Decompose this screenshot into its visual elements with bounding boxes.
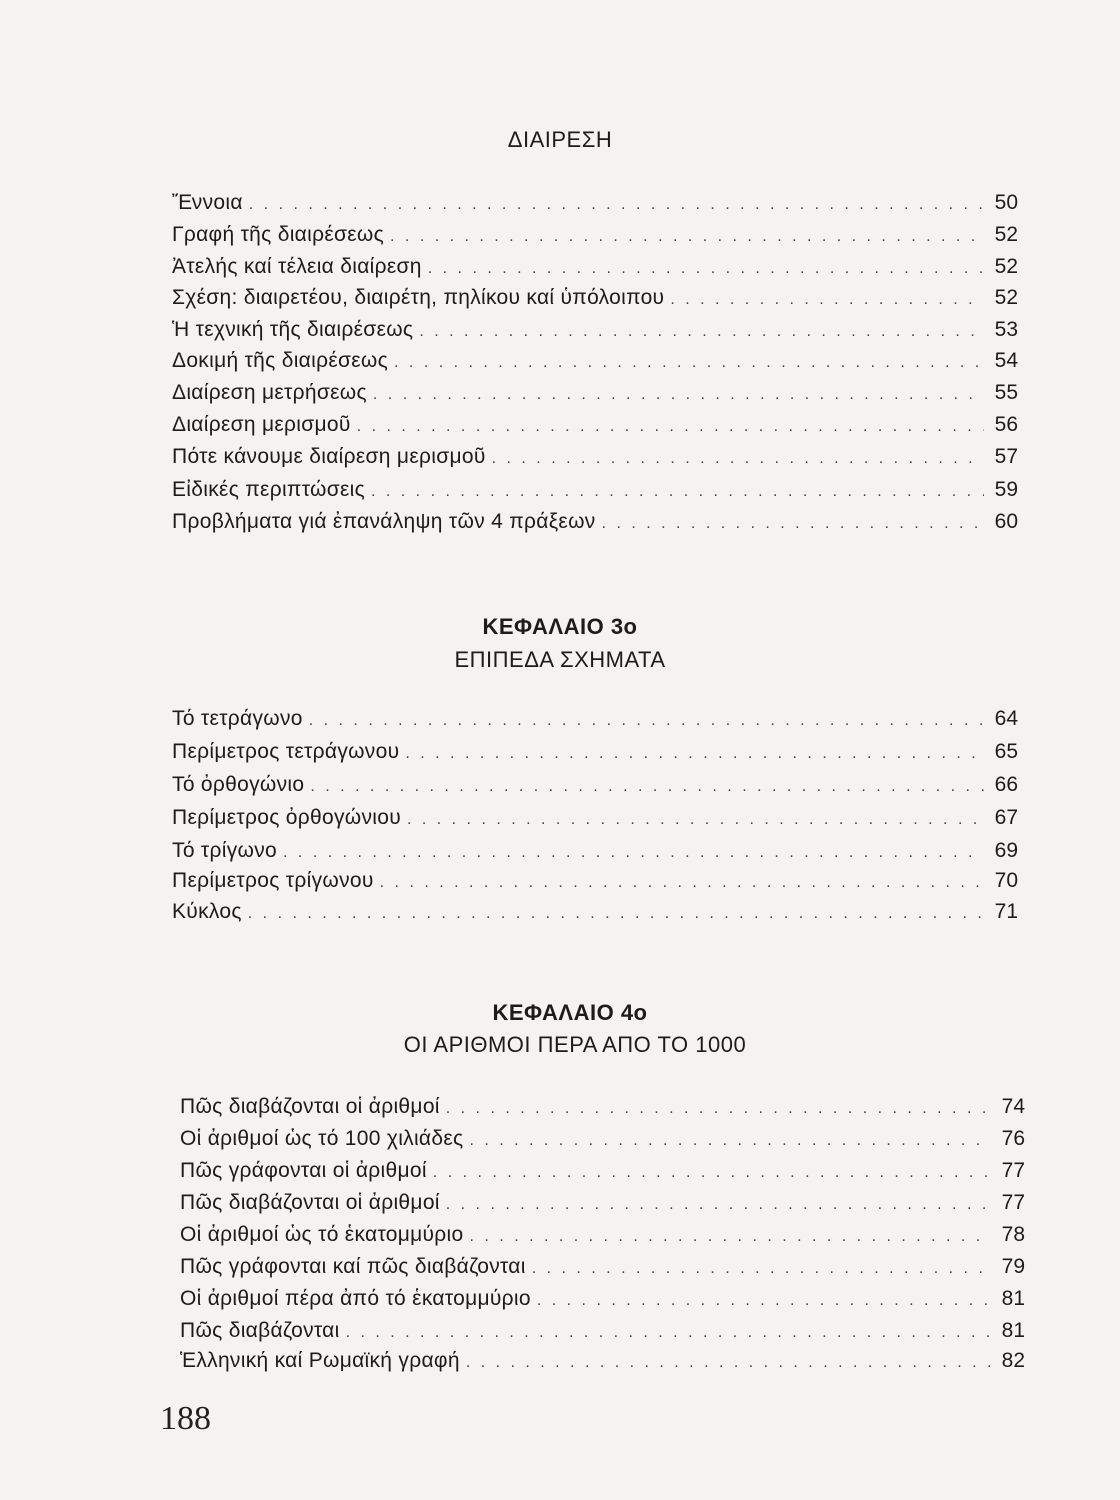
toc-entry xyxy=(180,1254,1025,1282)
toc-entry xyxy=(172,444,1018,472)
toc-entry xyxy=(172,380,1018,408)
toc-entry xyxy=(180,1094,1025,1122)
toc-entry-label: Ἑλληνική καί Ρωμαϊκή γραφή xyxy=(180,1349,460,1372)
dot-leader xyxy=(405,741,984,767)
toc-entry-label: Τό τετράγωνο xyxy=(172,707,303,730)
dot-leader xyxy=(428,256,984,282)
toc-entry-label: Πῶς διαβάζονται οἱ ἀριθμοί xyxy=(180,1095,440,1118)
toc-entry xyxy=(180,1222,1025,1250)
toc-entry-label: Ἡ τεχνική τῆς διαιρέσεως xyxy=(172,318,414,341)
toc-entry-label: Οἱ ἀριθμοί πέρα ἀπό τό ἑκατομμύριο xyxy=(180,1287,531,1310)
toc-entry xyxy=(172,222,1018,250)
toc-entry-label: Πῶς διαβάζονται οἱ ἀριθμοί xyxy=(180,1191,440,1214)
dot-leader xyxy=(466,1350,991,1376)
toc-entry-page: 60 xyxy=(994,510,1018,533)
toc-entry-label: Σχέση: διαιρετέου, διαιρέτη, πηλίκου καί ὑπόλοιπου xyxy=(172,286,665,309)
toc-entry xyxy=(180,1158,1025,1186)
toc-entry xyxy=(172,190,1018,218)
dot-leader xyxy=(248,901,984,927)
toc-entry xyxy=(180,1190,1025,1218)
dot-leader xyxy=(346,1320,991,1346)
toc-entry xyxy=(172,285,1018,313)
toc-entry-label: Πῶς γράφονται καί πῶς διαβάζονται xyxy=(180,1255,526,1278)
dot-leader xyxy=(537,1288,991,1314)
toc-entry-page: 57 xyxy=(994,445,1018,468)
toc-entry xyxy=(172,868,1018,896)
toc-entry-page: 53 xyxy=(994,318,1018,341)
dot-leader xyxy=(283,840,984,866)
toc-entry-page: 64 xyxy=(994,707,1018,730)
toc-entry-label: Τό ὀρθογώνιο xyxy=(172,773,305,796)
dot-leader xyxy=(371,479,984,505)
toc-entry xyxy=(180,1318,1025,1346)
toc-entry xyxy=(172,706,1018,734)
toc-entry-page: 77 xyxy=(1001,1191,1025,1214)
toc-entry-label: Πῶς γράφονται οἱ ἀριθμοί xyxy=(180,1159,427,1182)
toc-entry-label: Ἔννοια xyxy=(172,191,243,214)
toc-entry xyxy=(180,1348,1025,1376)
dot-leader xyxy=(310,774,984,800)
toc-entry-page: 81 xyxy=(1001,1287,1025,1310)
page-number: 188 xyxy=(160,1400,211,1437)
dot-leader xyxy=(373,382,984,408)
dot-leader xyxy=(469,1128,991,1154)
section-title-numbers-beyond-1000: ΟΙ ΑΡΙΘΜΟΙ ΠΕΡΑ ΑΠΟ ΤΟ 1000 xyxy=(403,1032,747,1057)
toc-entry-page: 52 xyxy=(994,286,1018,309)
toc-entry xyxy=(172,348,1018,376)
toc-entry-label: Γραφή τῆς διαιρέσεως xyxy=(172,223,385,246)
toc-entry-page: 71 xyxy=(994,900,1018,923)
toc-entry-page: 59 xyxy=(994,478,1018,501)
toc-entry-page: 79 xyxy=(1001,1255,1025,1278)
toc-entry xyxy=(172,254,1018,282)
toc-entry-page: 67 xyxy=(994,806,1018,829)
toc-entry xyxy=(172,772,1018,800)
dot-leader xyxy=(492,446,984,472)
dot-leader xyxy=(380,870,984,896)
toc-entry xyxy=(172,317,1018,345)
toc-entry-page: 69 xyxy=(994,839,1018,862)
toc-entry-page: 52 xyxy=(994,255,1018,278)
toc-entry-page: 74 xyxy=(1001,1095,1025,1118)
toc-entry-page: 55 xyxy=(994,381,1018,404)
toc-entry xyxy=(172,899,1018,927)
toc-entry-page: 56 xyxy=(994,413,1018,436)
toc-entry-page: 50 xyxy=(994,191,1018,214)
toc-entry-page: 65 xyxy=(994,740,1018,763)
dot-leader xyxy=(532,1256,991,1282)
toc-entry-label: Ἀτελής καί τέλεια διαίρεση xyxy=(172,255,422,278)
toc-entry-label: Οἱ ἀριθμοί ὡς τό ἑκατομμύριο xyxy=(180,1223,464,1246)
dot-leader xyxy=(394,350,984,376)
chapter-heading-3: ΚΕΦΑΛΑΙΟ 3ο xyxy=(482,614,638,639)
toc-entry xyxy=(172,805,1018,833)
toc-entry-page: 54 xyxy=(994,349,1018,372)
dot-leader xyxy=(407,807,984,833)
toc-entry-page: 81 xyxy=(1001,1319,1025,1342)
dot-leader xyxy=(446,1192,991,1218)
dot-leader xyxy=(249,192,984,218)
toc-entry xyxy=(172,509,1018,537)
toc-entry-label: Διαίρεση μετρήσεως xyxy=(172,381,367,404)
section-title-division: ΔΙΑΙΡΕΣΗ xyxy=(507,127,613,152)
toc-entry xyxy=(172,477,1018,505)
toc-entry-label: Πῶς διαβάζονται xyxy=(180,1319,340,1342)
toc-entry-label: Τό τρίγωνο xyxy=(172,839,278,862)
toc-entry-page: 78 xyxy=(1001,1223,1025,1246)
dot-leader xyxy=(433,1160,991,1186)
dot-leader xyxy=(470,1224,991,1250)
dot-leader xyxy=(602,511,984,537)
toc-entry xyxy=(172,838,1018,866)
toc-entry xyxy=(180,1126,1025,1154)
section-title-plane-shapes: ΕΠΙΠΕΔΑ ΣΧΗΜΑΤΑ xyxy=(454,647,666,672)
toc-entry-label: Περίμετρος ὀρθογώνιου xyxy=(172,806,401,829)
dot-leader xyxy=(446,1096,991,1122)
toc-entry-page: 76 xyxy=(1001,1127,1025,1150)
toc-entry-label: Περίμετρος τρίγωνου xyxy=(172,869,374,892)
dot-leader xyxy=(419,319,984,345)
toc-entry-page: 52 xyxy=(994,223,1018,246)
toc-entry-page: 70 xyxy=(994,869,1018,892)
dot-leader xyxy=(309,708,984,734)
toc-entry xyxy=(180,1286,1025,1314)
toc-entry-page: 66 xyxy=(994,773,1018,796)
toc-entry-page: 77 xyxy=(1001,1159,1025,1182)
toc-entry-label: Πότε κάνουμε διαίρεση μερισμοῦ xyxy=(172,445,486,468)
dot-leader xyxy=(357,414,984,440)
toc-entry-label: Εἰδικές περιπτώσεις xyxy=(172,478,365,501)
toc-entry-label: Διαίρεση μερισμοῦ xyxy=(172,413,351,436)
chapter-heading-4: ΚΕΦΑΛΑΙΟ 4ο xyxy=(492,1000,648,1025)
toc-entry xyxy=(172,739,1018,767)
dot-leader xyxy=(670,287,984,313)
toc-entry-page: 82 xyxy=(1001,1349,1025,1372)
toc-entry-label: Κύκλος xyxy=(172,900,242,923)
toc-entry xyxy=(172,412,1018,440)
dot-leader xyxy=(390,224,984,250)
toc-entry-label: Προβλήματα γιά ἐπανάληψη τῶν 4 πράξεων xyxy=(172,510,596,533)
toc-entry-label: Οἱ ἀριθμοί ὡς τό 100 χιλιάδες xyxy=(180,1127,464,1150)
toc-entry-label: Δοκιμή τῆς διαιρέσεως xyxy=(172,349,389,372)
toc-entry-label: Περίμετρος τετράγωνου xyxy=(172,740,400,763)
